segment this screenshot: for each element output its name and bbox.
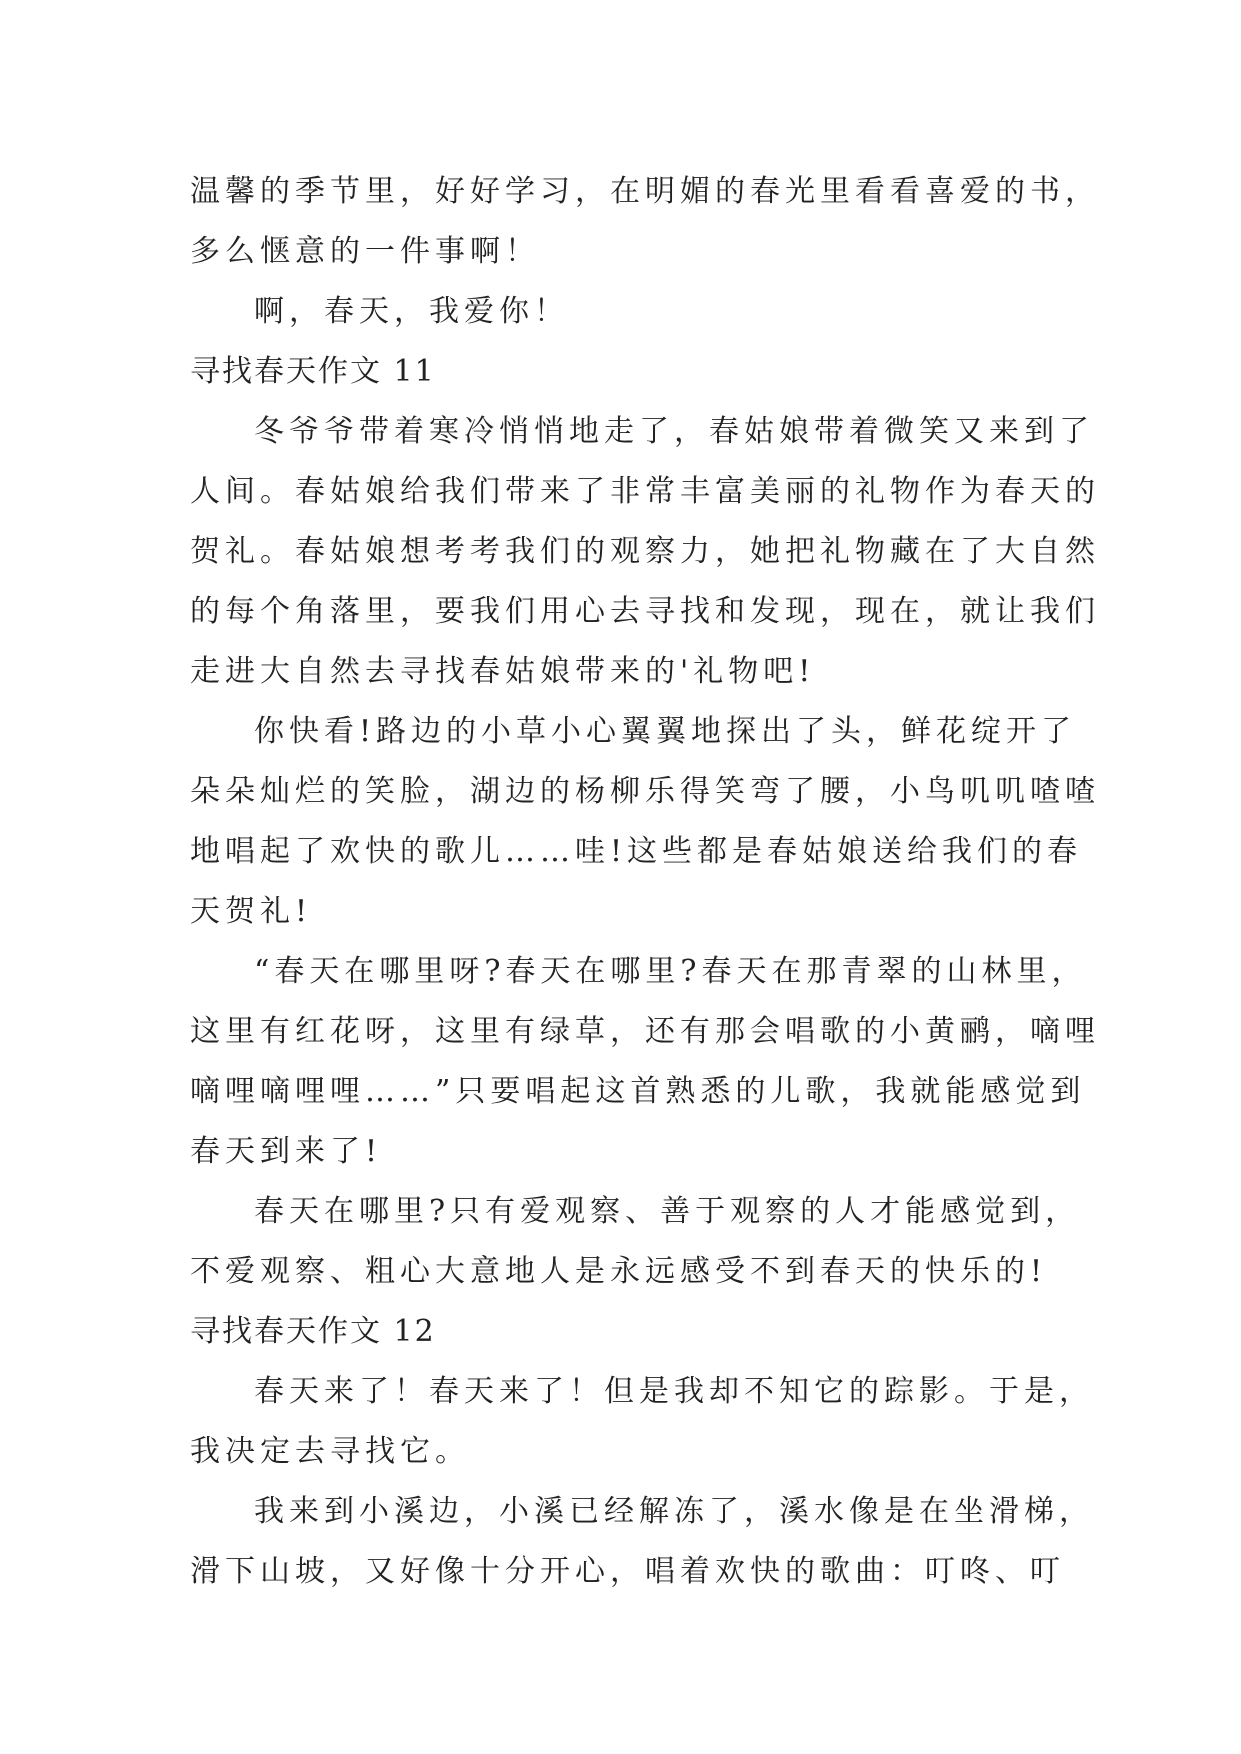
essay-heading-11: 寻找春天作文 11 <box>190 354 436 389</box>
text-line: 的每个角落里，要我们用心去寻找和发现，现在，就让我们 <box>190 594 1100 629</box>
text-line: 我决定去寻找它。 <box>190 1434 470 1469</box>
text-line: 春天在哪里?只有爱观察、善于观察的人才能感觉到， <box>254 1194 1081 1229</box>
text-line: 多么惬意的一件事啊！ <box>190 234 540 269</box>
paragraph-exclamation <box>190 282 1070 342</box>
essay11-paragraph-1 <box>190 402 1100 702</box>
text-line: 天贺礼! <box>190 894 313 929</box>
text-line: 走进大自然去寻找春姑娘带来的'礼物吧! <box>190 654 816 689</box>
text-line: 地唱起了欢快的歌儿……哇!这些都是春姑娘送给我们的春 <box>190 834 1083 869</box>
text-line: 这里有红花呀，这里有绿草，还有那会唱歌的小黄鹂，嘀哩 <box>190 1014 1100 1049</box>
text-line: 不爱观察、粗心大意地人是永远感受不到春天的快乐的! <box>190 1254 1048 1289</box>
essay-heading-12: 寻找春天作文 12 <box>190 1314 436 1349</box>
text-line: 贺礼。春姑娘想考考我们的观察力，她把礼物藏在了大自然 <box>190 534 1100 569</box>
essay11-paragraph-2 <box>190 702 1100 942</box>
text-line: 啊，春天，我爱你！ <box>254 294 569 329</box>
paragraph-continued <box>190 162 1100 282</box>
text-line: 我来到小溪边，小溪已经解冻了，溪水像是在坐滑梯， <box>254 1494 1094 1529</box>
text-line: 春天到来了! <box>190 1134 383 1169</box>
text-line: 嘀哩嘀哩哩……”只要唱起这首熟悉的儿歌，我就能感觉到 <box>190 1074 1086 1109</box>
text-line: 朵朵灿烂的笑脸，湖边的杨柳乐得笑弯了腰，小鸟叽叽喳喳 <box>190 774 1100 809</box>
essay12-paragraph-2 <box>190 1482 1094 1602</box>
text-line: 人间。春姑娘给我们带来了非常丰富美丽的礼物作为春天的 <box>190 474 1100 509</box>
text-line: 滑下山坡，又好像十分开心，唱着欢快的歌曲：叮咚、叮 <box>190 1554 1065 1589</box>
essay11-paragraph-3 <box>190 942 1100 1182</box>
document-page <box>190 162 1100 1602</box>
text-line: 春天来了！春天来了！但是我却不知它的踪影。于是， <box>254 1374 1094 1409</box>
essay11-paragraph-4 <box>190 1182 1081 1302</box>
text-line: 温馨的季节里，好好学习，在明媚的春光里看看喜爱的书， <box>190 174 1100 209</box>
text-line: “春天在哪里呀?春天在哪里?春天在那青翠的山林里， <box>254 954 1087 989</box>
text-line: 冬爷爷带着寒冷悄悄地走了，春姑娘带着微笑又来到了 <box>254 414 1094 449</box>
text-line: 你快看!路边的小草小心翼翼地探出了头，鲜花绽开了 <box>254 714 1077 749</box>
essay12-paragraph-1 <box>190 1362 1094 1482</box>
